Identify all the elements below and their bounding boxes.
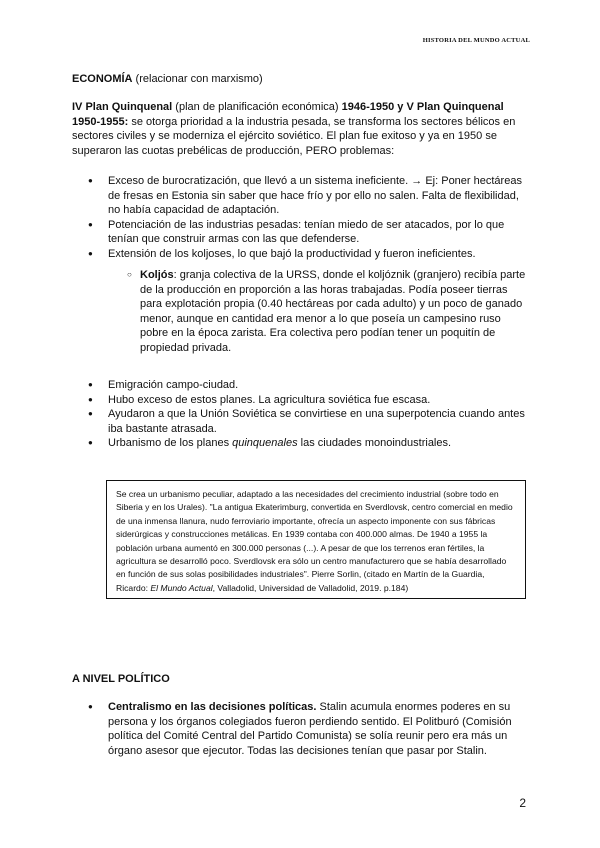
intro-text-2: se otorga prioridad a la industria pesada, se transforma los sectores bélicos en sectores civiles y se moderniza el ejército soviético. El plan fue exitoso y ya en 1950 se superaron las cuotas prebélicas de producción, PERO problemas: bbox=[72, 115, 516, 157]
list-item-text: Emigración campo-ciudad. bbox=[108, 379, 239, 391]
bullet-icon: ● bbox=[88, 702, 93, 711]
section-heading-economy bbox=[72, 72, 532, 87]
politics-heading: A NIVEL POLÍTICO bbox=[72, 673, 170, 685]
urban-pre: Urbanismo de los planes bbox=[108, 437, 233, 449]
intro-bold-1: IV Plan Quinquenal bbox=[72, 101, 173, 113]
koljos-term: Koljós bbox=[140, 269, 174, 281]
urban-post: las ciudades monoindustriales. bbox=[297, 437, 452, 449]
quote-citation-end: , Valladolid, Universidad de Valladolid, 2019. p.184) bbox=[212, 582, 409, 593]
list-item-text: Potenciación de las industrias pesadas: tenían miedo de ser atacados, por lo que tenían que construir armas con las que defenderse. bbox=[108, 218, 505, 245]
economy-heading-note: (relacionar con marxismo) bbox=[132, 73, 263, 85]
bullet-icon: ● bbox=[88, 394, 93, 404]
quote-book-title: El Mundo Actual bbox=[150, 582, 213, 593]
koljos-definition: : granja colectiva de la URSS, donde el koljóznik (granjero) recibía parte de la producción en proporción a las horas trabajadas. Podía poseer tierras para explotación propia (0.40 hectáreas por cada adulto) y un poco de ganado menor, aunque en cantidad era menor a lo que poseía un campesino ruso pobre en la época zarista. Era colectiva pero podían tener un poquitín de propiedad privada. bbox=[140, 269, 526, 354]
urban-em: quinquenales bbox=[232, 437, 298, 449]
more-points-list bbox=[88, 378, 528, 451]
page-number: 2 bbox=[519, 796, 526, 810]
politics-point-text: Stalin acumula enormes poderes en su persona y los órganos colegiados fueron perdiendo sentido. El Politburó (Comisión política del Comité Central del Partido Comunista) se solía reunir pero era más un órgano asesor que ejecutor. Todas las decisiones tenían que pasar por Stalin. bbox=[108, 701, 512, 757]
economy-intro-paragraph bbox=[72, 100, 532, 158]
bullet-icon: ● bbox=[88, 438, 93, 447]
running-header: HISTORIA DEL MUNDO ACTUAL bbox=[422, 37, 530, 44]
bullet-icon: ● bbox=[88, 176, 93, 185]
list-item-text: Extensión de los koljoses, lo que bajó la productividad y fueron ineficientes. bbox=[108, 247, 476, 260]
list-item bbox=[88, 378, 528, 393]
problems-list bbox=[88, 174, 528, 261]
list-item-text: Exceso de burocratización, que llevó a un sistema ineficiente. → Ej: Poner hectáreas de fresas en Estonia sin saber que hace frío y por ello no salen. Falta de flexibilidad, no había capacidad de adaptación. bbox=[108, 175, 522, 216]
circle-bullet-icon: ○ bbox=[127, 270, 132, 279]
politics-list bbox=[88, 700, 528, 758]
list-item bbox=[88, 407, 528, 436]
list-item-text: Ayudaron a que la Unión Soviética se convirtiese en una superpotencia cuando antes iba bastante atrasada. bbox=[108, 408, 525, 435]
section-heading-politics bbox=[72, 672, 532, 687]
list-item bbox=[88, 247, 528, 262]
bullet-icon: ● bbox=[88, 248, 93, 258]
list-item bbox=[88, 700, 528, 758]
politics-point-bold: Centralismo en las decisiones políticas. bbox=[108, 701, 317, 713]
list-item bbox=[88, 218, 528, 247]
quote-text: Se crea un urbanismo peculiar, adaptado a las necesidades del crecimiento industrial (sobre todo en Siberia y en los Urales). "La antigua Ekaterimburg, convertida en Sverdlovsk, centro comercial en medio de una inmensa llanura, nudo ferroviario importante, ofrecía un aspecto imponente con sus fábricas siderúrgicas y construcciones metálicas. En 1939 contaba con 400.000 almas. De 1940 a 1955 la población urbana aumentó en 300.000 personas (...). A pesar de que los terrenos eran fértiles, la agricultura se desarrolló poco. Sverdlovsk era sólo un centro manufacturero que se había desarrollado en función de sus solas posibilidades industriales". Pierre Sorlin, (citado en Martín de la Guardia, Ricardo: bbox=[116, 489, 513, 593]
bullet-icon: ● bbox=[88, 219, 93, 229]
quote-box bbox=[106, 480, 526, 599]
economy-heading: ECONOMÍA bbox=[72, 73, 133, 85]
list-item-text: Hubo exceso de estos planes. La agricultura soviética fue escasa. bbox=[108, 393, 431, 406]
list-item bbox=[88, 393, 528, 408]
koljos-subitem bbox=[127, 268, 530, 355]
list-item bbox=[88, 436, 528, 451]
bullet-icon: ● bbox=[88, 380, 93, 389]
list-item bbox=[88, 174, 528, 218]
bullet-icon: ● bbox=[88, 409, 93, 418]
intro-text-1: (plan de planificación económica) bbox=[172, 101, 342, 113]
intro-bold-2: 1946-1950 y V Plan Quinquenal 1950-1955: bbox=[72, 101, 504, 128]
